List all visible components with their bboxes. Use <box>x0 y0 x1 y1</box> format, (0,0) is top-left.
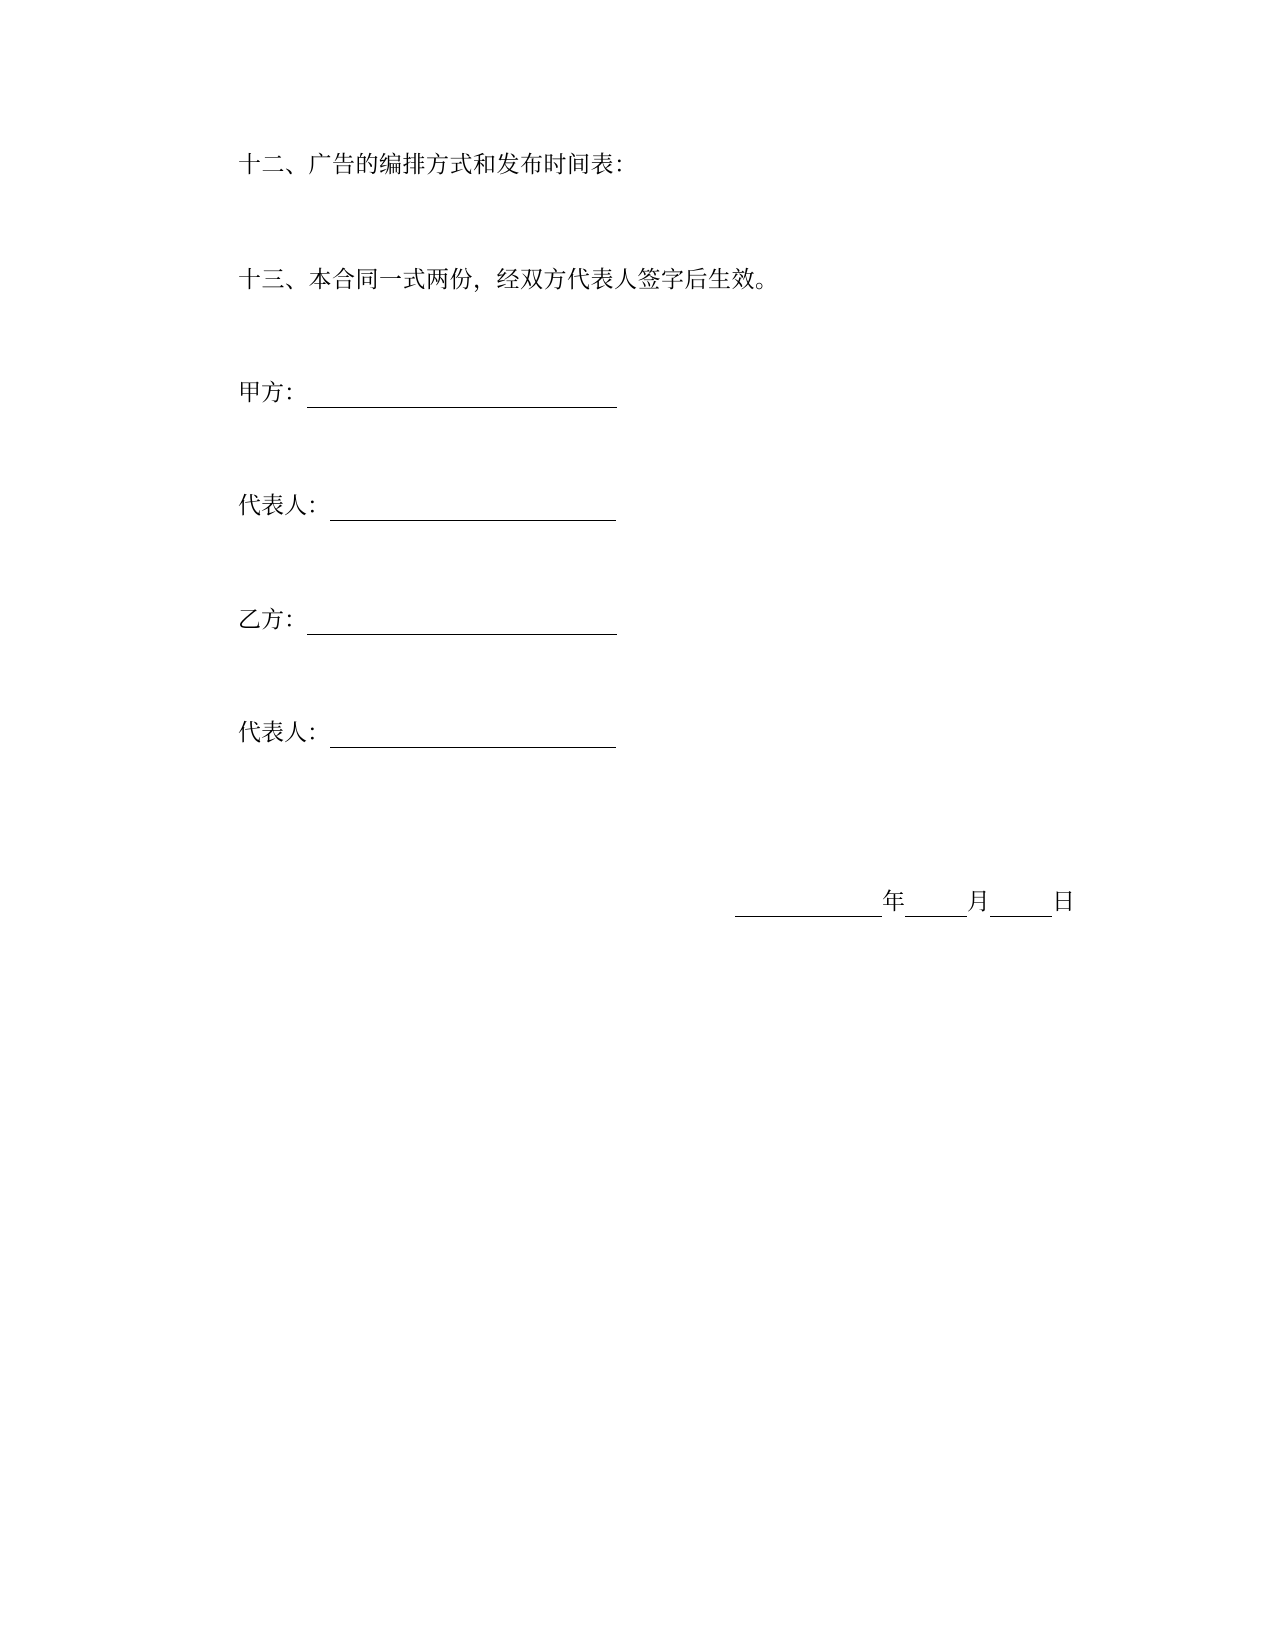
date-row <box>735 887 1075 917</box>
party-b-representative-line <box>330 723 616 748</box>
party-b-label: 乙方： <box>238 607 307 633</box>
party-b-representative-row <box>238 718 616 748</box>
party-a-signature-line <box>307 383 617 408</box>
year-blank-line <box>735 892 882 917</box>
day-blank-line <box>990 892 1052 917</box>
party-a-signature-row <box>238 378 617 408</box>
day-label: 日 <box>1052 889 1075 915</box>
clause-13-text: 十三、本合同一式两份，经双方代表人签字后生效。 <box>238 267 779 293</box>
party-b-representative-label: 代表人： <box>238 720 330 746</box>
year-label: 年 <box>882 889 905 915</box>
party-b-signature-row <box>238 605 617 635</box>
party-a-label: 甲方： <box>238 380 307 406</box>
party-a-representative-row <box>238 491 616 521</box>
party-a-representative-line <box>330 496 616 521</box>
clause-12-text: 十二、广告的编排方式和发布时间表： <box>238 152 638 178</box>
party-b-signature-line <box>307 610 617 635</box>
month-blank-line <box>905 892 967 917</box>
party-a-representative-label: 代表人： <box>238 493 330 519</box>
month-label: 月 <box>967 889 990 915</box>
